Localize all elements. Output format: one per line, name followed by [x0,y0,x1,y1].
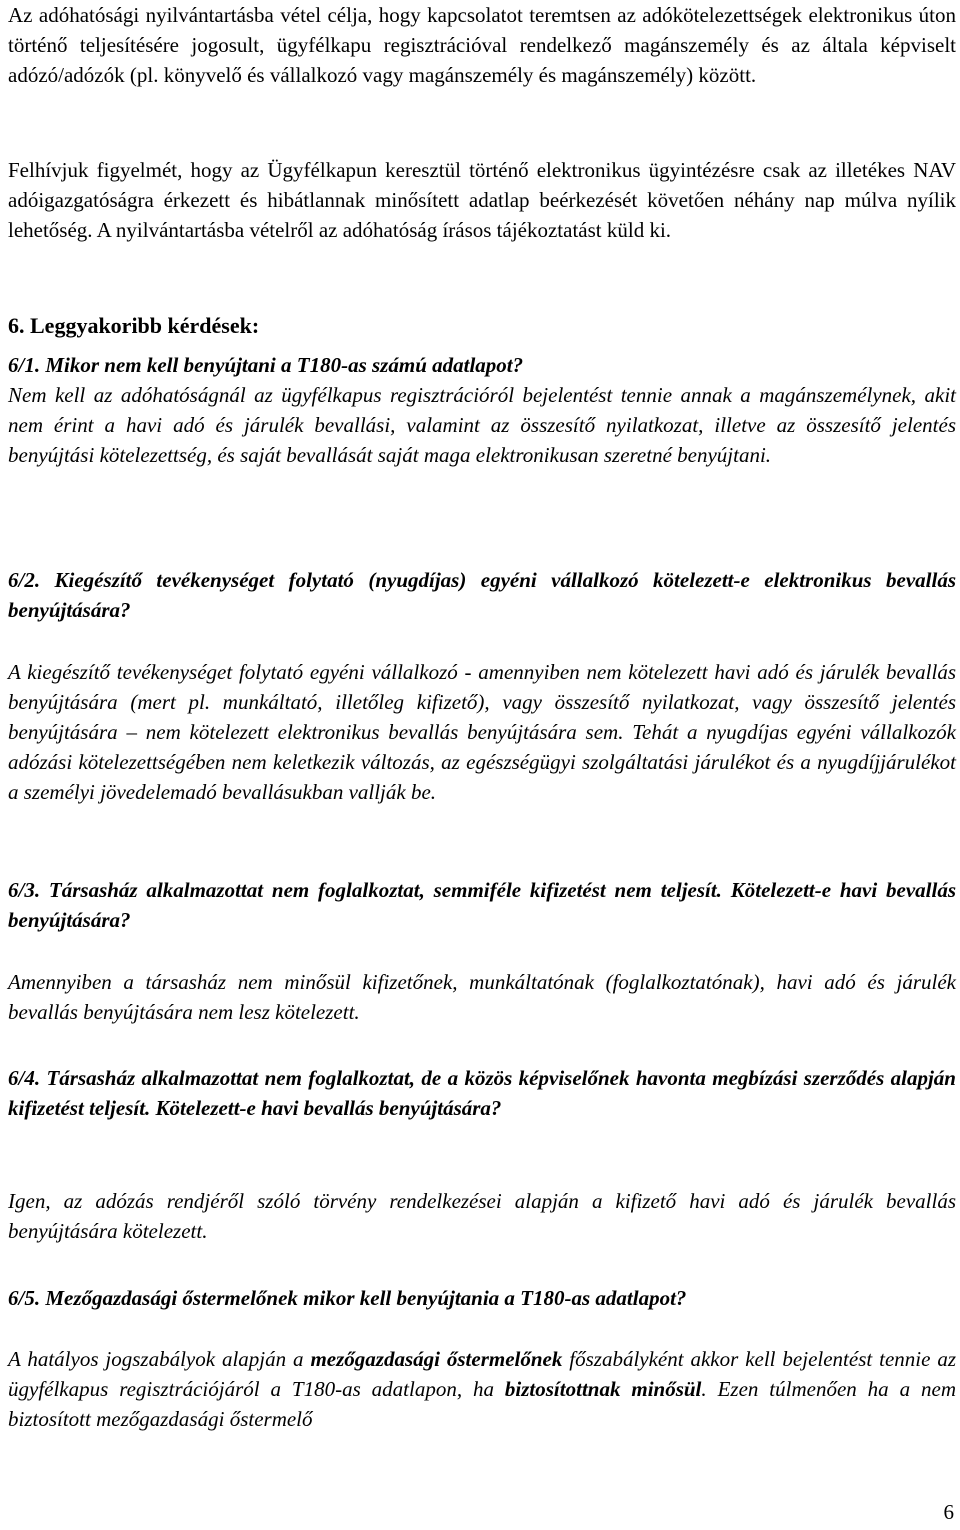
section-title: 6. Leggyakoribb kérdések: [8,313,260,338]
faq-question-4: 6/4. Társasház alkalmazottat nem foglalkoztat, de a közös képviselőnek havonta megbízási szerződés alapján kifizetést teljesít. Kötelezett-e havi bevallás benyújtására? [8,1066,956,1120]
answer-5-emphasis-b: biztosítottnak minősül [504,1377,702,1401]
faq-answer-3: Amennyiben a társasház nem minősül kifizetőnek, munkáltatónak (foglalkoztatónak), havi adó és járulék bevallás benyújtására nem lesz kötelezett. [8,970,956,1024]
faq-answer-4: Igen, az adózás rendjéről szóló törvény rendelkezései alapján a kifizető havi adó és járulék bevallás benyújtására kötelezett. [8,1189,956,1243]
faq-answer-2: A kiegészítő tevékenységet folytató egyéni vállalkozó - amennyiben nem kötelezett havi adó és járulék bevallás benyújtására (mert pl. munkáltató, illetőleg kifizető), vagy összesítő nyilatkozat, vagy összesítő jelentés benyújtására – nem kötelezett elektronikus bevallás benyújtására sem. Tehát a nyugdíjas egyéni vállalkozók adózási kötelezettségében nem keletkezik változás, az egészségügyi szolgáltatási járulékot és a nyugdíjjárulékot a személyi jövedelemadó bevallásukban vallják be. [8,660,956,804]
answer-5-text-b: főszabályként akkor kell bejelentést tennie az ügyfélkapus regisztrációjáról a T180-as adatlapon, ha [8,1347,956,1401]
faq-question-5: 6/5. Mezőgazdasági őstermelőnek mikor kell benyújtania a T180-as adatlapot? [8,1286,687,1310]
faq-question-3: 6/3. Társasház alkalmazottat nem foglalkoztat, semmiféle kifizetést nem teljesít. Kötelezett-e havi bevallás benyújtására? [8,878,956,932]
page-number: 6 [943,1500,954,1524]
answer-5-text-c: . Ezen túlmenően ha a nem biztosított mezőgazdasági őstermelő [8,1377,956,1431]
answer-5-text-a: A hatályos jogszabályok alapján a [8,1347,311,1371]
faq-answer-1: Nem kell az adóhatóságnál az ügyfélkapus regisztrációról bejelentést tennie annak a magánszemélynek, akit nem érint a havi adó és járulék bevallási, valamint az összesítő nyilatkozat, illetve az összesítő jelentés benyújtási kötelezettség, és saját bevallását saját maga elektronikusan szeretné benyújtani. [8,383,956,467]
faq-question-2: 6/2. Kiegészítő tevékenységet folytató (nyugdíjas) egyéni vállalkozó kötelezett-e elektronikus bevallás benyújtására? [8,568,956,622]
notice-paragraph: Felhívjuk figyelmét, hogy az Ügyfélkapun keresztül történő elektronikus ügyintézésre csak az illetékes NAV adóigazgatóságra érkezett és hibátlannak minősített adatlap beérkezését követően néhány nap múlva nyílik lehetőség. A nyilvántartásba vételről az adóhatóság írásos tájékoztatást küld ki. [8,158,956,242]
answer-5-emphasis-a: mezőgazdasági őstermelőnek [310,1347,563,1371]
intro-paragraph: Az adóhatósági nyilvántartásba vétel célja, hogy kapcsolatot teremtsen az adókötelezettségek elektronikus úton történő teljesítésére jogosult, ügyfélkapu regisztrációval rendelkező magánszemély és az általa képviselt adózó/adózók (pl. könyvelő és vállalkozó vagy magánszemély és magánszemély) között. [8,3,956,87]
faq-question-1: 6/1. Mikor nem kell benyújtani a T180-as számú adatlapot? [8,353,524,377]
faq-answer-5 [8,1344,956,1434]
